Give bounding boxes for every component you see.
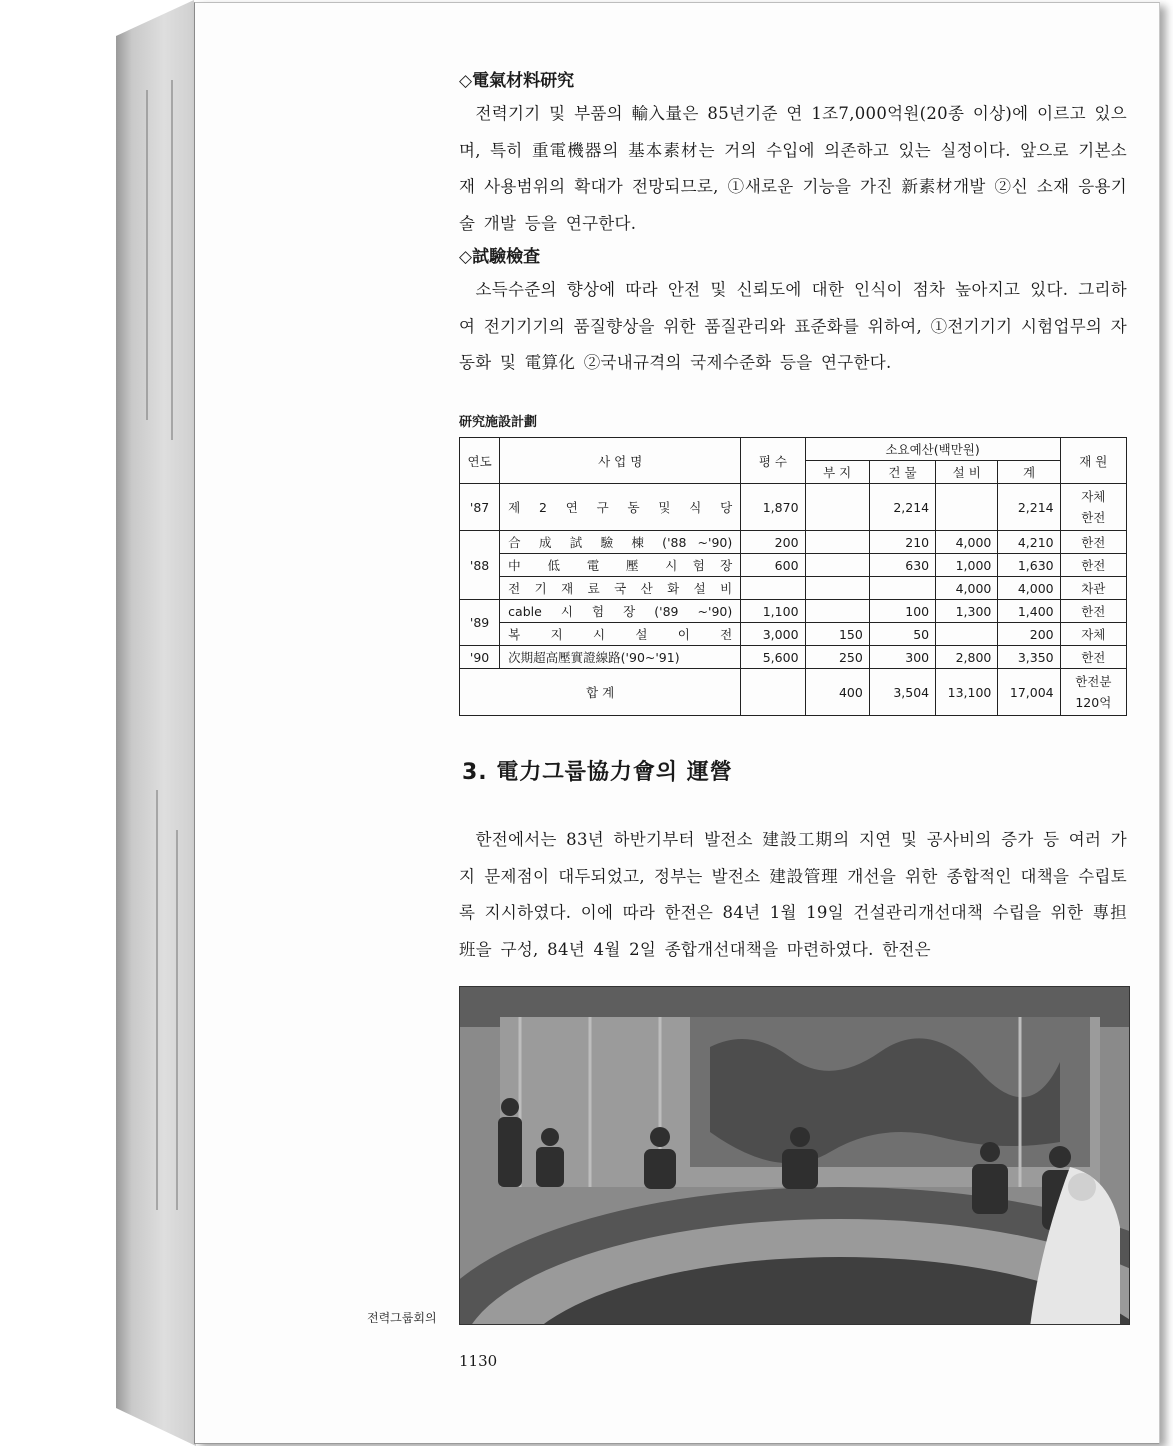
header-project: 사 업 명: [500, 438, 741, 484]
cell-year: '90: [460, 646, 500, 669]
table-row: [460, 600, 1127, 623]
header-funding: 재 원: [1060, 438, 1126, 484]
body-text-bottom: [459, 822, 1127, 968]
cell-equipment: [936, 484, 998, 531]
meeting-photo: [459, 986, 1130, 1325]
section-paragraph-materials: 전력기기 및 부품의 輸入量은 85년기준 연 1조7,000억원(20종 이상)에 이르고 있으며, 특히 重電機器의 基本素材는 거의 수입에 의존하고 있는 실정이다. 앞으로 기본소재 사용범위의 확대가 전망되므로, ①새로운 기능을 가진 新素材개발 ②신 소재 응용기술 개발 등을 연구한다.: [459, 104, 1127, 233]
table-row: [460, 577, 1127, 600]
cell-building: 630: [869, 554, 935, 577]
book-edge: [116, 0, 196, 1446]
header-equipment: 설 비: [936, 461, 998, 484]
cell-equipment: 4,000: [936, 531, 998, 554]
header-land: 부 지: [805, 461, 869, 484]
section-3-title: 3. 電力그룹協力會의 運營: [462, 760, 733, 785]
table-title: 研究施設計劃: [459, 415, 538, 430]
cell-total: 17,004: [998, 669, 1060, 716]
cell-funding: 한전: [1060, 554, 1126, 577]
cell-funding: 한전: [1060, 646, 1126, 669]
cell-funding: 자체 한전: [1060, 484, 1126, 531]
cell-project: 中 低 電 壓 시 험 장: [500, 554, 741, 577]
body-text-top: [459, 66, 1127, 382]
table-row: [460, 554, 1127, 577]
cell-area: [741, 577, 805, 600]
cell-funding: 차관: [1060, 577, 1126, 600]
cell-funding: 한전: [1060, 600, 1126, 623]
cell-total: 4,210: [998, 531, 1060, 554]
table-row: [460, 531, 1127, 554]
cell-equipment: 1,000: [936, 554, 998, 577]
cell-total: 4,000: [998, 577, 1060, 600]
cell-equipment: 1,300: [936, 600, 998, 623]
cell-project: 전 기 재 료 국 산 화 설 비: [500, 577, 741, 600]
cell-area: 5,600: [741, 646, 805, 669]
cell-building: 50: [869, 623, 935, 646]
cell-area: 1,870: [741, 484, 805, 531]
cell-area: 600: [741, 554, 805, 577]
cell-equipment: 13,100: [936, 669, 998, 716]
header-year: 연도: [460, 438, 500, 484]
cell-total: 3,350: [998, 646, 1060, 669]
cell-land: 400: [805, 669, 869, 716]
research-facility-table: [459, 437, 1127, 716]
cell-project: 제 2 연 구 동 및 식 당: [500, 484, 741, 531]
cell-area: 3,000: [741, 623, 805, 646]
cell-funding: 자체: [1060, 623, 1126, 646]
section-heading-testing: ◇試驗檢査: [459, 247, 541, 267]
meeting-photo-illustration: [460, 987, 1129, 1324]
cell-total-label: 합 계: [460, 669, 741, 716]
header-building: 건 물: [869, 461, 935, 484]
table-row: [460, 484, 1127, 531]
section-paragraph-testing: 소득수준의 향상에 따라 안전 및 신뢰도에 대한 인식이 점차 높아지고 있다. 그리하여 전기기기의 품질향상을 위한 품질관리와 표준화를 위하여, ①전기기기 시험업무의 자동화 및 電算化 ②국내규격의 국제수준화 등을 연구한다.: [459, 280, 1127, 372]
cell-funding: 한전분 120억: [1060, 669, 1126, 716]
cell-year: '88: [460, 531, 500, 600]
cell-project: cable 시 험 장 ('89 ~'90): [500, 600, 741, 623]
table-row: [460, 623, 1127, 646]
cell-year: '89: [460, 600, 500, 646]
cell-building: 300: [869, 646, 935, 669]
table-total-row: [460, 669, 1127, 716]
cell-land: [805, 484, 869, 531]
cell-building: [869, 577, 935, 600]
section-3-paragraph: 한전에서는 83년 하반기부터 발전소 建設工期의 지연 및 공사비의 증가 등 여러 가지 문제점이 대두되었고, 정부는 발전소 建設管理 개선을 위한 종합적인 대책을 수립토록 지시하였다. 이에 따라 한전은 84년 1월 19일 건설관리개선대책 수립을 위한 專担班을 구성, 84년 4월 2일 종합개선대책을 마련하였다. 한전은: [459, 830, 1127, 959]
cell-total: 2,214: [998, 484, 1060, 531]
cell-area: 200: [741, 531, 805, 554]
cell-area: [741, 669, 805, 716]
header-budget: 소요예산(백만원): [805, 438, 1060, 461]
header-area: 평 수: [741, 438, 805, 484]
cell-land: [805, 600, 869, 623]
section-heading-materials: ◇電氣材料研究: [459, 71, 575, 91]
cell-land: 250: [805, 646, 869, 669]
table-row: [460, 646, 1127, 669]
cell-building: 3,504: [869, 669, 935, 716]
cell-land: [805, 531, 869, 554]
cell-land: [805, 554, 869, 577]
cell-project: 次期超高壓實證線路('90~'91): [500, 646, 741, 669]
cell-land: [805, 577, 869, 600]
cell-equipment: 2,800: [936, 646, 998, 669]
cell-building: 210: [869, 531, 935, 554]
cell-equipment: [936, 623, 998, 646]
cell-project: 合 成 試 驗 棟 ('88 ~'90): [500, 531, 741, 554]
cell-area: 1,100: [741, 600, 805, 623]
cell-land: 150: [805, 623, 869, 646]
cell-total: 1,400: [998, 600, 1060, 623]
cell-project: 복 지 시 설 이 전: [500, 623, 741, 646]
cell-total: 1,630: [998, 554, 1060, 577]
cell-equipment: 4,000: [936, 577, 998, 600]
cell-total: 200: [998, 623, 1060, 646]
header-total: 계: [998, 461, 1060, 484]
cell-year: '87: [460, 484, 500, 531]
cell-funding: 한전: [1060, 531, 1126, 554]
page-number: 1130: [459, 1352, 498, 1370]
cell-building: 100: [869, 600, 935, 623]
cell-building: 2,214: [869, 484, 935, 531]
photo-caption: 전력그룹회의: [367, 1311, 437, 1325]
